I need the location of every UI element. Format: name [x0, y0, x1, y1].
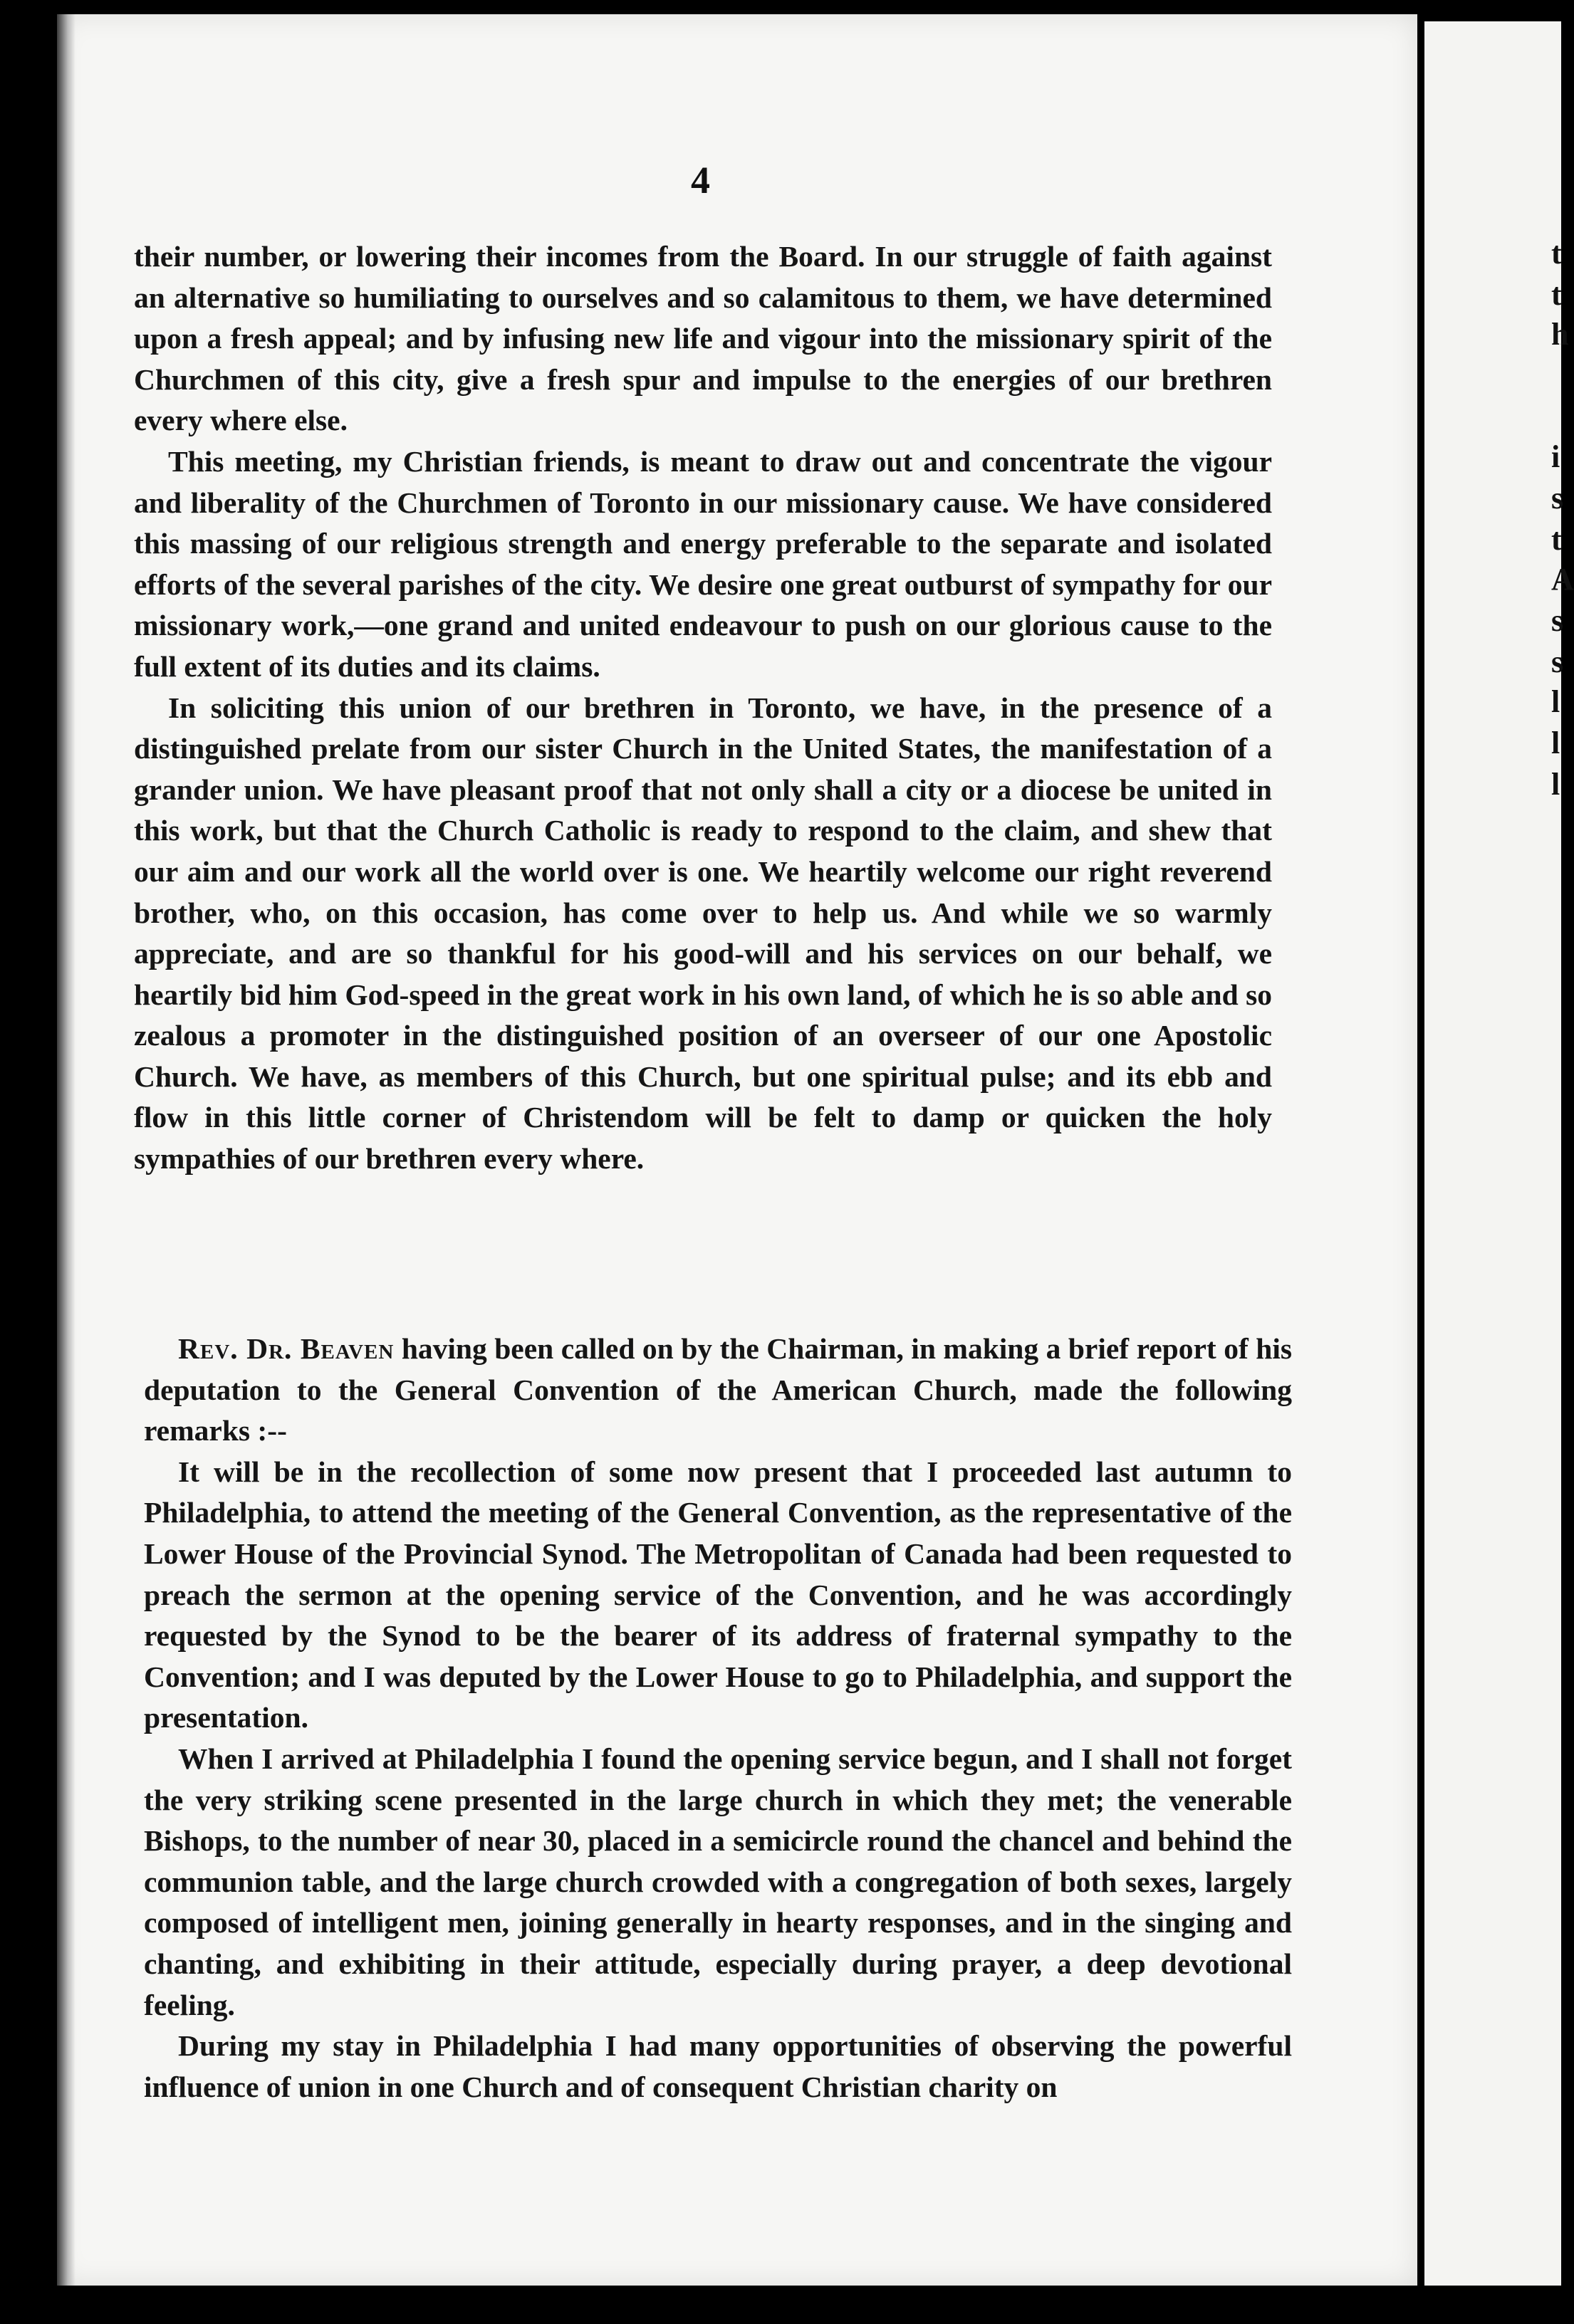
speaker-intro-paragraph	[144, 1329, 1292, 1452]
next-page-fragment: t	[1551, 522, 1562, 557]
next-page-fragment: i	[1551, 439, 1560, 474]
paragraph: During my stay in Philadelphia I had many opportunities of observing the powerful influence of union in one Church and of consequent Christian charity on	[144, 2029, 1292, 2103]
page-number: 4	[691, 159, 710, 201]
page-binding-shadow	[57, 14, 75, 2286]
next-page-fragment: l	[1551, 684, 1560, 719]
next-page-fragment: s	[1551, 603, 1564, 638]
bishop-address-section	[134, 236, 1272, 1180]
next-page-fragment: l	[1551, 726, 1560, 760]
next-page-fragment: s	[1551, 481, 1564, 515]
paragraph: their number, or lowering their incomes from the Board. In our struggle of faith against an alternative so humiliating to ourselves and so calamitous to them, we have determined upon a fresh appeal; and by infusing new life and vigour into the missionary spirit of the Churchmen of this city, give a fresh spur and impulse to the energies of our brethren every where else.	[134, 240, 1272, 437]
next-page-edge	[1424, 21, 1574, 2286]
next-page-fragment: l	[1551, 767, 1560, 802]
beaven-report-section	[144, 1329, 1292, 2108]
next-page-fragment: t	[1551, 236, 1562, 271]
speaker-name: Rev. Dr. Beaven	[178, 1332, 395, 1365]
speaker-intro-text: having been called on by the Chairman, in making a brief report of his deputation to the General Convention of the American Church, made the following remarks :--	[144, 1332, 1293, 1448]
paragraph: It will be in the recollection of some now present that I proceeded last autumn to Philadelphia, to attend the meeting of the General Convention, as the representative of the Lower House of the Provincial Synod. The Metropolitan of Canada had been requested to preach the sermon at the opening service of the Convention, and he was accordingly requested by the Synod to be the bearer of its address of fraternal sympathy to the Convention; and I was deputed by the Lower House to go to Philadelphia, and support the presentation.	[144, 1455, 1292, 1734]
next-page-fragment: s	[1551, 644, 1564, 679]
paragraph: In soliciting this union of our brethren in Toronto, we have, in the presence of a distinguished prelate from our sister Church in the United States, the manifestation of a grander union. We have pleasant proof that not only shall a city or a diocese be united in this work, but that the Church Catholic is ready to respond to the claim, and shew that our aim and our work all the world over is one. We heartily welcome our right reverend brother, who, on this occasion, has come over to help us. And while we so warmly appreciate, and are so thankful for his good-will and his services on our behalf, we heartily bid him God-speed in the great work in his own land, of which he is so able and so zealous a promoter in the distinguished position of an overseer of our one Apostolic Church. We have, as members of this Church, but one spiritual pulse; and its ebb and flow in this little corner of Christendom will be felt to damp or quicken the holy sympathies of our brethren every where.	[134, 691, 1272, 1176]
next-page-fragment: A	[1551, 562, 1574, 597]
next-page-fragment: t	[1551, 277, 1562, 312]
paragraph: This meeting, my Christian friends, is meant to draw out and concentrate the vigour and liberality of the Churchmen of Toronto in our missionary cause. We have considered this massing of our religious strength and energy preferable to the separate and isolated efforts of the several parishes of the city. We desire one great outburst of sympathy for our missionary work,—one grand and united endeavour to push on our glorious cause to the full extent of its duties and its claims.	[134, 444, 1272, 683]
next-page-fragment: h	[1551, 317, 1569, 352]
paragraph: When I arrived at Philadelphia I found the opening service begun, and I shall not forget the very striking scene presented in the large church in which they met; the venerable Bishops, to the number of near 30, placed in a semicircle round the chancel and behind the communion table, and the large church crowded with a congregation of both sexes, largely composed of intelligent men, joining generally in hearty responses, and in the singing and chanting, and exhibiting in their attitude, especially during prayer, a deep devotional feeling.	[144, 1742, 1292, 2021]
